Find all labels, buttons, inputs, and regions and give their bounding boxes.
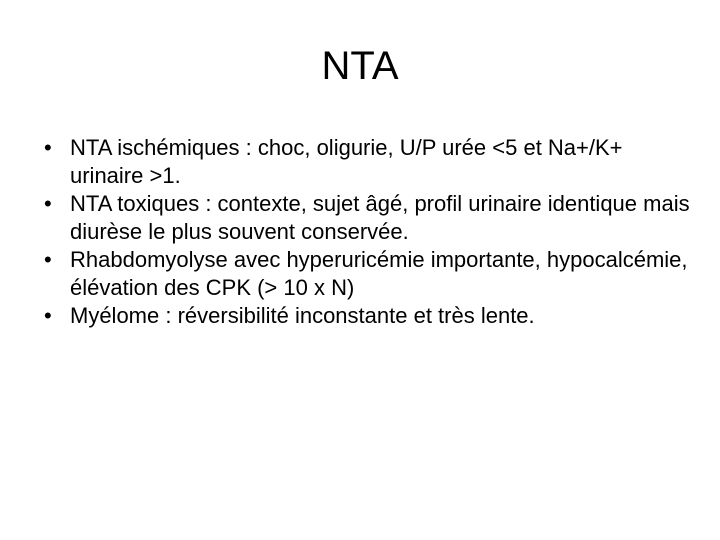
bullet-item [44,134,694,190]
bullet-text: Rhabdomyolyse avec hyperuricémie importante, hypocalcémie, élévation des CPK (> 10 x N) [70,247,688,300]
slide-title: NTA [321,44,399,88]
bullet-dot-icon: • [44,191,52,216]
bullet-list [44,134,694,330]
bullet-item [44,302,694,330]
bullet-text: Myélome : réversibilité inconstante et très lente. [70,303,535,328]
bullet-dot-icon: • [44,303,52,328]
bullet-dot-icon: • [44,135,52,160]
bullet-item [44,190,694,246]
bullet-text: NTA ischémiques : choc, oligurie, U/P urée <5 et Na+/K+ urinaire >1. [70,135,623,188]
bullet-dot-icon: • [44,247,52,272]
bullet-item [44,246,694,302]
bullet-text: NTA toxiques : contexte, sujet âgé, profil urinaire identique mais diurèse le plus souvent conservée. [70,191,690,244]
